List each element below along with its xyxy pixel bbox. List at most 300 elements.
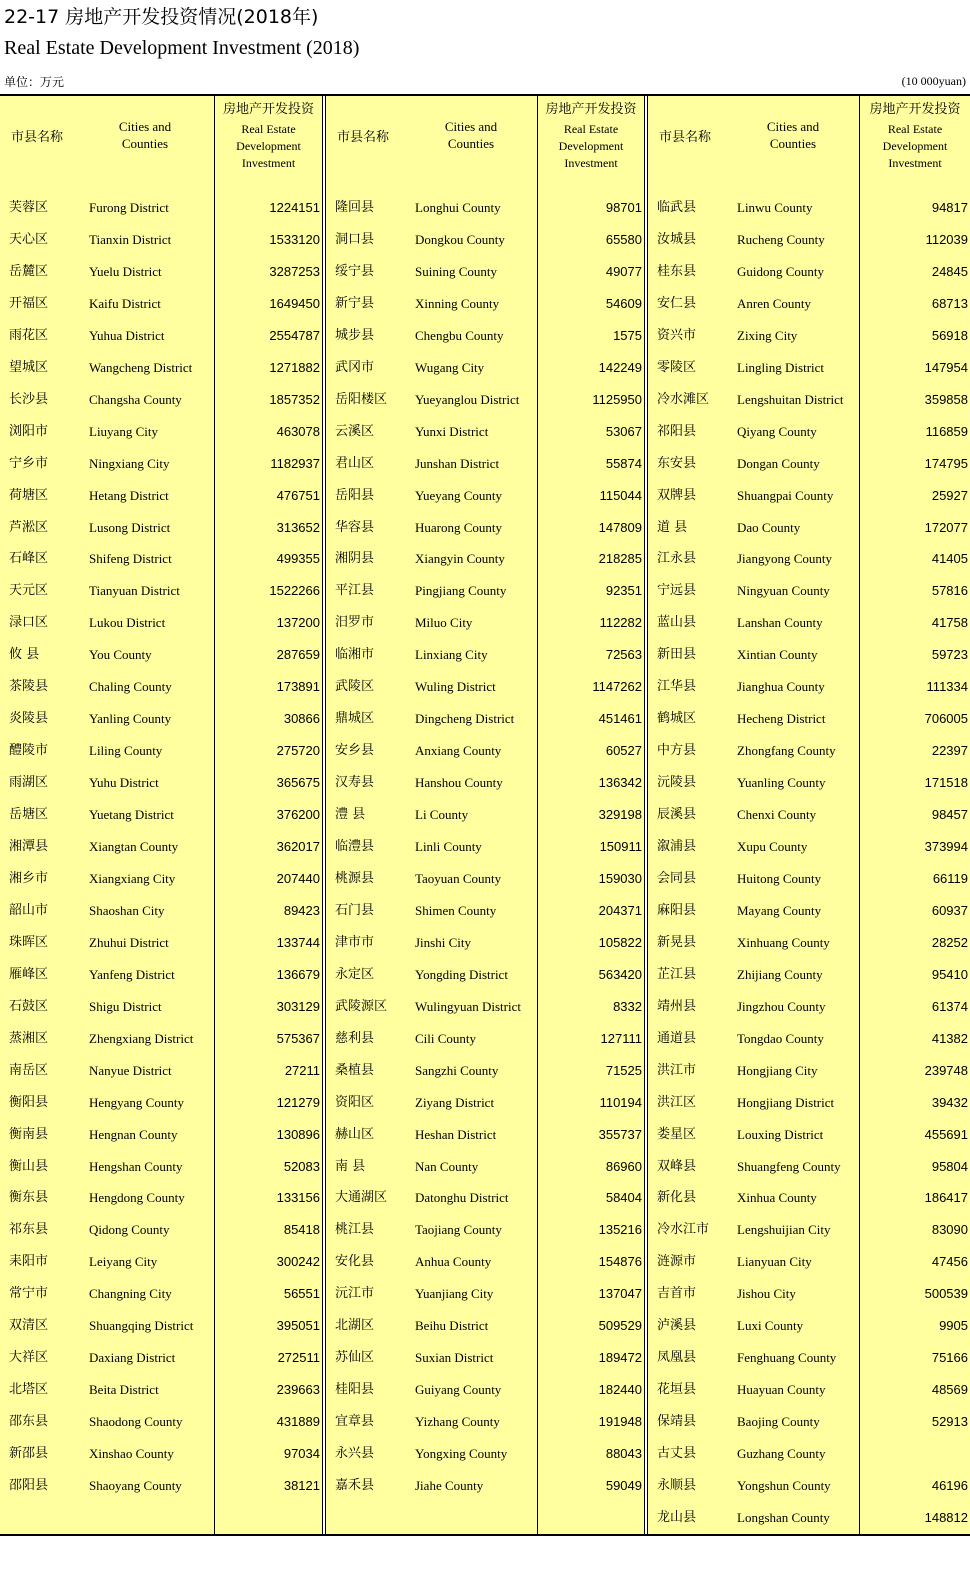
table-row [648, 1310, 970, 1342]
table-row [648, 224, 970, 256]
row-name-en: Anren County [737, 295, 812, 311]
row-name-zh: 湘乡市 [9, 870, 49, 886]
row-name-en: Wuling District [415, 679, 496, 695]
row-name-zh: 凤凰县 [657, 1350, 697, 1366]
table-row [0, 1374, 322, 1406]
row-name-en: Lengshuitan District [737, 391, 844, 407]
table-row [648, 1182, 970, 1214]
row-name-en: Longshan County [737, 1509, 830, 1525]
row-investment-value: 86960 [605, 1158, 642, 1174]
row-investment-value: 92351 [605, 583, 642, 599]
row-name-zh: 永定区 [335, 966, 375, 982]
row-name-en: Taojiang County [415, 1222, 502, 1238]
row-investment-value: 112282 [599, 615, 642, 631]
row-investment-value: 58404 [605, 1190, 642, 1206]
table-row [0, 1214, 322, 1246]
row-name-zh: 邵东县 [9, 1414, 49, 1430]
row-investment-value: 136679 [276, 966, 320, 982]
row-name-zh: 花垣县 [657, 1382, 697, 1398]
header-investment-zh: 房地产开发投资 [869, 102, 961, 117]
row-name-en: Wulingyuan District [415, 998, 521, 1014]
header-name-en [80, 96, 210, 174]
table-row [0, 192, 322, 224]
row-investment-value: 272511 [277, 1350, 320, 1366]
row-name-en: Huayuan County [737, 1382, 826, 1398]
table-row [326, 543, 644, 575]
row-investment-value: 395051 [276, 1318, 320, 1334]
row-investment-value: 174795 [924, 455, 968, 471]
header-investment [215, 96, 322, 174]
row-investment-value: 52083 [283, 1158, 320, 1174]
table-row [326, 959, 644, 991]
row-name-zh: 邵阳县 [9, 1478, 49, 1493]
row-investment-value: 85418 [283, 1222, 320, 1238]
table-row [326, 927, 644, 959]
row-name-zh: 江永县 [657, 551, 697, 567]
row-investment-value: 1575 [613, 327, 642, 343]
row-name-en: Yuanling County [737, 775, 826, 791]
table-row [326, 1023, 644, 1055]
row-name-zh: 天心区 [9, 231, 49, 247]
row-name-en: Lingling District [737, 359, 825, 375]
row-name-en: Yunxi District [415, 423, 489, 439]
row-investment-value: 239748 [924, 1062, 968, 1078]
row-name-en: Jiangyong County [737, 551, 832, 567]
row-name-en: Suining County [415, 263, 497, 279]
row-name-en: Luxi County [737, 1318, 804, 1334]
table-row [0, 1470, 322, 1502]
row-name-en: Nanyue District [89, 1062, 172, 1078]
table-row [326, 607, 644, 639]
row-investment-value: 575367 [276, 1030, 320, 1046]
row-name-en: Zhuhui District [89, 934, 169, 950]
row-investment-value: 137200 [276, 615, 320, 631]
row-name-zh: 汨罗市 [335, 615, 375, 631]
row-investment-value: 147954 [924, 359, 968, 375]
row-name-zh: 会同县 [657, 870, 697, 886]
row-name-en: Zixing City [737, 327, 798, 343]
header-name-en-line: Counties [121, 136, 169, 151]
row-name-en: Dao County [737, 519, 801, 535]
table-row [648, 1470, 970, 1502]
table-row [0, 575, 322, 607]
table-row [648, 288, 970, 320]
header-investment-en-line: Investment [888, 156, 942, 170]
row-name-en: Shimen County [415, 902, 497, 918]
row-name-zh: 中方县 [657, 743, 697, 759]
row-name-en: Liuyang City [89, 423, 158, 439]
row-name-zh: 武冈市 [335, 359, 375, 375]
row-investment-value: 98701 [605, 200, 642, 215]
row-name-en: Yuetang District [89, 807, 174, 823]
row-name-en: Wangcheng District [89, 359, 193, 375]
row-name-en: Beihu District [415, 1318, 489, 1334]
table-row [0, 1182, 322, 1214]
row-name-en: Miluo City [415, 615, 473, 631]
row-name-zh: 辰溪县 [657, 807, 697, 823]
row-investment-value: 431889 [276, 1414, 320, 1430]
row-investment-value: 1533120 [269, 231, 320, 247]
row-name-zh: 华容县 [335, 519, 375, 535]
row-name-zh: 平江县 [335, 583, 375, 599]
table-row [0, 1119, 322, 1151]
row-investment-value: 563420 [598, 966, 642, 982]
row-name-zh: 汉寿县 [335, 775, 375, 791]
row-name-en: Dongan County [737, 455, 820, 471]
row-name-en: Zhengxiang District [89, 1030, 194, 1046]
table-row [326, 1119, 644, 1151]
row-investment-value: 1857352 [269, 391, 320, 407]
row-name-en: Changsha County [89, 391, 182, 407]
row-name-zh: 岳阳县 [335, 487, 375, 503]
table-row [0, 288, 322, 320]
row-name-zh: 洪江区 [657, 1094, 697, 1110]
row-investment-value: 476751 [276, 487, 320, 503]
table-row [326, 288, 644, 320]
row-name-en: Ningyuan County [737, 583, 830, 599]
row-investment-value: 455691 [924, 1126, 968, 1142]
row-name-en: Chenxi County [737, 807, 817, 823]
row-name-en: Yuanjiang City [415, 1286, 494, 1302]
row-name-en: Lianyuan City [737, 1254, 812, 1270]
row-name-en: Mayang County [737, 902, 822, 918]
row-investment-value: 57816 [931, 583, 968, 599]
row-name-zh: 桂东县 [657, 263, 697, 279]
table-row [648, 831, 970, 863]
row-investment-value: 133156 [276, 1190, 320, 1206]
table-row [0, 224, 322, 256]
row-name-en: Jianghua County [737, 679, 825, 695]
row-name-en: Yongshun County [737, 1478, 831, 1493]
table-row [326, 1342, 644, 1374]
row-name-zh: 祁阳县 [657, 423, 697, 439]
row-name-zh: 石门县 [335, 902, 375, 918]
row-name-zh: 桑植县 [335, 1062, 375, 1078]
table-row [326, 767, 644, 799]
row-name-zh: 洪江市 [657, 1062, 697, 1078]
row-name-zh: 雨湖区 [9, 775, 49, 791]
panel-divider-2 [644, 96, 648, 1534]
row-name-zh: 天元区 [9, 583, 49, 599]
table-row [0, 703, 322, 735]
row-name-en: Ziyang District [415, 1094, 495, 1110]
row-name-en: Yongding District [415, 966, 508, 982]
table-row [648, 543, 970, 575]
row-name-en: Shaoyang County [89, 1478, 182, 1493]
table-row [326, 991, 644, 1023]
row-name-zh: 茶陵县 [9, 679, 49, 695]
row-name-en: Yueyanglou District [415, 391, 520, 407]
header-investment-en-line: Real Estate [887, 122, 943, 136]
unit-label-en: (10 000yuan) [901, 74, 966, 88]
header-investment-en-line: Development [882, 139, 948, 153]
row-investment-value: 2554787 [269, 327, 320, 343]
row-name-zh: 泸溪县 [657, 1318, 697, 1334]
table-row [326, 575, 644, 607]
row-investment-value: 61374 [931, 998, 968, 1014]
table-row [648, 416, 970, 448]
row-investment-value: 130896 [276, 1126, 320, 1142]
header-name-en-line: Counties [769, 136, 817, 151]
row-name-zh: 娄星区 [657, 1126, 697, 1142]
row-name-en: Ningxiang City [89, 455, 170, 471]
row-investment-value: 300242 [276, 1254, 320, 1270]
row-name-zh: 醴陵市 [9, 743, 49, 759]
header-name-zh: 市县名称 [10, 129, 63, 145]
row-investment-value: 127111 [600, 1030, 642, 1046]
table-row [326, 1278, 644, 1310]
row-investment-value: 136342 [598, 775, 642, 791]
header-name-en-line: Cities and [118, 119, 172, 134]
row-name-zh: 麻阳县 [657, 902, 697, 918]
row-investment-value: 706005 [924, 711, 968, 727]
table-row [648, 1278, 970, 1310]
table-row [648, 512, 970, 544]
row-name-zh: 沅江市 [335, 1286, 375, 1302]
row-investment-value: 41758 [931, 615, 968, 631]
row-name-en: Hengnan County [89, 1126, 178, 1142]
row-investment-value: 355737 [598, 1126, 642, 1142]
row-name-zh: 浏阳市 [9, 423, 49, 439]
row-investment-value: 60937 [931, 902, 968, 918]
row-investment-value: 72563 [605, 647, 642, 663]
row-name-en: Xiangxiang City [89, 870, 176, 886]
row-investment-value: 47456 [931, 1254, 968, 1270]
table-row [0, 1246, 322, 1278]
header-name-zh: 市县名称 [336, 129, 389, 145]
table-row [648, 799, 970, 831]
table-row [648, 1374, 970, 1406]
row-name-en: Xupu County [737, 839, 808, 854]
row-name-en: Yizhang County [415, 1414, 500, 1430]
row-investment-value: 66119 [932, 870, 968, 886]
row-investment-value: 27211 [284, 1062, 320, 1078]
table-row [648, 1023, 970, 1055]
row-investment-value: 56918 [931, 327, 968, 343]
row-name-en: Qidong County [89, 1222, 170, 1238]
row-name-zh: 新邵县 [9, 1446, 49, 1462]
row-name-en: Tongdao County [737, 1030, 824, 1046]
row-name-zh: 长沙县 [9, 391, 49, 407]
header-name-en-line: Counties [447, 136, 495, 151]
unit-label: 单位：万元 [4, 75, 65, 89]
row-investment-value: 8332 [613, 998, 642, 1014]
row-name-en: Huitong County [737, 870, 822, 886]
row-investment-value: 1224151 [269, 200, 320, 215]
row-investment-value: 55874 [605, 455, 642, 471]
row-name-en: Zhongfang County [737, 743, 836, 759]
table-row [0, 1151, 322, 1183]
row-investment-value: 115044 [599, 487, 642, 503]
row-name-zh: 东安县 [657, 455, 697, 471]
row-name-en: Liling County [89, 743, 163, 759]
table-row [648, 703, 970, 735]
table-row [648, 352, 970, 384]
table-row [326, 416, 644, 448]
row-name-zh: 大祥区 [9, 1350, 49, 1366]
row-name-zh: 双清区 [9, 1318, 49, 1334]
row-name-en: Linxiang City [415, 647, 488, 663]
row-name-zh: 蓝山县 [657, 615, 697, 631]
row-name-en: Xintian County [737, 647, 818, 663]
row-investment-value: 137047 [598, 1286, 642, 1302]
table-row [326, 799, 644, 831]
row-name-en: Lengshuijian City [737, 1222, 831, 1238]
header-investment-en-line: Real Estate [563, 122, 619, 136]
row-name-zh: 靖州县 [657, 998, 697, 1014]
row-name-en: Leiyang City [89, 1254, 158, 1270]
row-name-zh: 通道县 [657, 1030, 697, 1046]
row-investment-value: 275720 [276, 743, 320, 759]
row-name-zh: 资兴市 [657, 327, 697, 343]
row-name-en: Hengyang County [89, 1094, 184, 1110]
row-investment-value: 25927 [931, 487, 968, 503]
row-investment-value: 121279 [276, 1094, 320, 1110]
table-row [0, 895, 322, 927]
row-name-en: Xinhua County [737, 1190, 817, 1206]
row-investment-value: 287659 [276, 647, 320, 663]
row-name-zh: 望城区 [9, 359, 49, 375]
table-row [648, 1502, 970, 1534]
row-name-zh: 鼎城区 [335, 711, 375, 727]
table-row [0, 767, 322, 799]
row-name-zh: 宁乡市 [9, 455, 49, 471]
table-row [648, 927, 970, 959]
header-investment-zh: 房地产开发投资 [545, 102, 637, 117]
row-name-zh: 鹤城区 [657, 711, 697, 727]
row-name-en: Daxiang District [89, 1350, 176, 1366]
table-row [0, 959, 322, 991]
row-investment-value: 362017 [276, 839, 320, 854]
row-name-zh: 桂阳县 [335, 1382, 375, 1398]
row-name-en: Hetang District [89, 487, 169, 503]
row-name-en: Shuangfeng County [737, 1158, 841, 1174]
row-name-zh: 衡山县 [9, 1158, 49, 1174]
row-name-zh: 武陵源区 [335, 998, 388, 1014]
row-name-en: Yuelu District [89, 263, 162, 279]
row-name-en: Baojing County [737, 1414, 820, 1430]
table-row [0, 639, 322, 671]
row-investment-value: 135216 [598, 1222, 642, 1238]
row-name-en: Hanshou County [415, 775, 503, 791]
row-name-zh: 冷水滩区 [657, 391, 710, 407]
title-en: Real Estate Development Investment (2018) [4, 37, 360, 59]
row-name-en: Yanling County [89, 711, 172, 727]
row-name-en: Guiyang County [415, 1382, 502, 1398]
row-investment-value: 116859 [925, 423, 968, 439]
row-investment-value: 207440 [276, 870, 320, 886]
row-name-en: Huarong County [415, 519, 503, 535]
table-row [0, 831, 322, 863]
row-investment-value: 148812 [924, 1509, 968, 1525]
table-row [648, 1438, 970, 1470]
row-name-en: Shuangqing District [89, 1318, 194, 1334]
row-name-en: Qiyang County [737, 423, 817, 439]
table-row [326, 192, 644, 224]
row-name-en: Yanfeng District [89, 966, 175, 982]
row-name-en: Anhua County [415, 1254, 492, 1270]
row-investment-value: 1522266 [269, 583, 320, 599]
table-row [326, 1182, 644, 1214]
row-name-zh: 新宁县 [335, 295, 375, 311]
row-name-en: Longhui County [415, 200, 501, 215]
table-row [0, 416, 322, 448]
table-row [648, 1055, 970, 1087]
row-name-zh: 攸 县 [9, 647, 40, 663]
row-name-zh: 祁东县 [9, 1222, 49, 1238]
row-name-en: Tianyuan District [89, 583, 180, 599]
row-name-en: Tianxin District [89, 231, 172, 247]
row-investment-value: 56551 [283, 1286, 320, 1302]
row-investment-value: 171518 [924, 775, 968, 791]
row-name-zh: 沅陵县 [657, 775, 697, 791]
row-name-zh: 隆回县 [335, 200, 375, 215]
row-investment-value: 94817 [931, 200, 968, 215]
row-name-en: Yongxing County [415, 1446, 508, 1462]
table-row [0, 1087, 322, 1119]
row-name-en: Cili County [415, 1030, 477, 1046]
table-row [0, 607, 322, 639]
row-name-en: Linwu County [737, 200, 813, 215]
table-bottom-rule [0, 1534, 970, 1536]
row-name-zh: 新田县 [657, 647, 697, 663]
row-investment-value: 41405 [931, 551, 968, 567]
row-name-zh: 岳麓区 [9, 263, 49, 279]
table-row [326, 320, 644, 352]
row-investment-value: 71525 [605, 1062, 642, 1078]
table-row [648, 895, 970, 927]
row-name-en: Xiangtan County [89, 839, 179, 854]
row-investment-value: 451461 [598, 711, 642, 727]
table-row [648, 671, 970, 703]
row-investment-value: 186417 [924, 1190, 968, 1206]
row-name-zh: 雨花区 [9, 327, 49, 343]
row-name-en: Jishou City [737, 1286, 796, 1302]
table-row [648, 384, 970, 416]
row-investment-value: 9905 [939, 1318, 968, 1334]
row-name-zh: 珠晖区 [9, 934, 49, 950]
row-name-zh: 荷塘区 [9, 487, 49, 503]
row-name-zh: 江华县 [657, 679, 697, 695]
table-row [0, 320, 322, 352]
row-name-zh: 城步县 [335, 327, 375, 343]
row-name-en: Shigu District [89, 998, 162, 1014]
row-investment-value: 49077 [605, 263, 642, 279]
title-zh: 22-17 房地产开发投资情况(2018年) [4, 6, 319, 28]
table-row [326, 639, 644, 671]
row-name-en: Dongkou County [415, 231, 505, 247]
row-name-en: Furong District [89, 200, 169, 215]
row-investment-value: 365675 [276, 775, 320, 791]
table-row [648, 639, 970, 671]
row-name-en: Heshan District [415, 1126, 497, 1142]
row-investment-value: 89423 [283, 902, 320, 918]
row-name-en: Junshan District [415, 455, 500, 471]
row-investment-value: 65580 [605, 231, 642, 247]
row-investment-value: 150911 [599, 839, 642, 854]
row-name-en: Suxian District [415, 1350, 494, 1366]
table-row [648, 1151, 970, 1183]
row-investment-value: 111334 [926, 679, 968, 695]
table-row [326, 1151, 644, 1183]
row-name-zh: 临湘市 [335, 647, 375, 663]
row-investment-value: 142249 [598, 359, 642, 375]
row-investment-value: 376200 [276, 807, 320, 823]
row-investment-value: 110194 [599, 1094, 642, 1110]
row-investment-value: 54609 [605, 295, 642, 311]
row-name-zh: 安仁县 [657, 295, 697, 311]
row-name-zh: 零陵区 [657, 359, 697, 375]
